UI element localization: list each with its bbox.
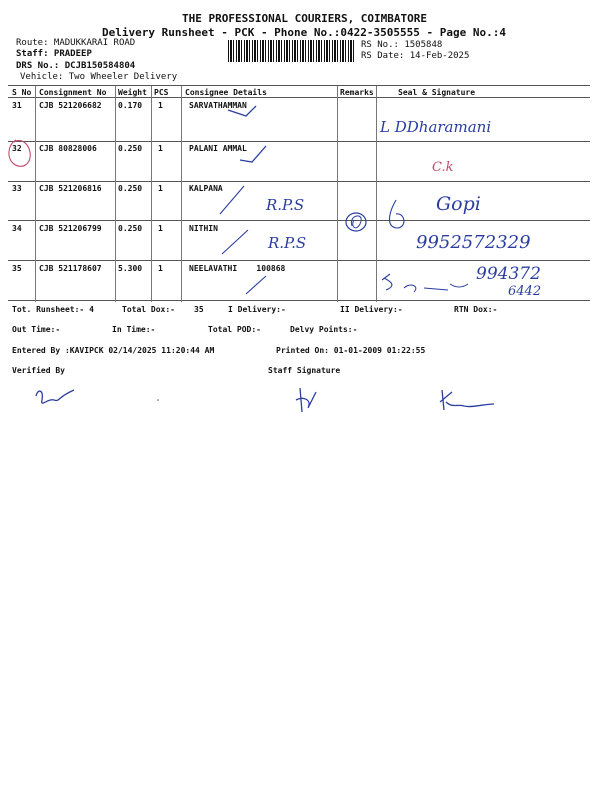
col-header-consignment: Consignment No: [39, 88, 107, 97]
col-header-sno: S No: [12, 88, 32, 97]
out-time-label: Out Time:-: [12, 325, 61, 334]
rs-date: RS Date: 14-Feb-2025: [361, 51, 470, 61]
verified-by-label: Verified By: [12, 366, 65, 375]
row-consignee: KALPANA: [189, 184, 223, 193]
tick-mark: [246, 276, 266, 294]
in-time-label: In Time:-: [112, 325, 156, 334]
row-weight: 5.300: [118, 264, 143, 273]
row-sno: 33: [12, 184, 22, 193]
verifier-signature: [36, 390, 74, 403]
handwritten-phone: 9952572329: [416, 232, 531, 253]
row-consignee: SARVATHAMMAN: [189, 101, 247, 110]
col-header-weight: Weight: [118, 88, 147, 97]
row-pcs: 1: [158, 184, 163, 193]
staff-signature: [296, 388, 316, 412]
col-header-remarks: Remarks: [340, 88, 374, 97]
route-label: Route: MADUKKARAI ROAD: [16, 38, 136, 48]
row-pcs: 1: [158, 224, 163, 233]
company-name: THE PROFESSIONAL COURIERS, COIMBATORE: [182, 12, 428, 25]
row-consignment-no: CJB 521206799: [39, 224, 102, 233]
row-weight: 0.250: [118, 144, 143, 153]
row-sno: 35: [12, 264, 22, 273]
red-circle-mark: [9, 140, 30, 166]
row-consignment-no: CJB 521206816: [39, 184, 102, 193]
rtn-dox-label: RTN Dox:-: [454, 305, 498, 314]
handwritten-signature: L DDharamani: [380, 118, 492, 136]
tick-mark: [222, 230, 248, 254]
printed-on: Printed On: 01-01-2009 01:22:55: [276, 346, 426, 355]
handwritten-remark: R.P.S: [268, 234, 307, 252]
row-pcs: 1: [158, 264, 163, 273]
seal-scribble: [390, 200, 404, 228]
row-weight: 0.250: [118, 224, 143, 233]
ii-delivery-label: II Delivery:-: [340, 305, 403, 314]
rs-number: RS No.: 1505848: [361, 40, 443, 50]
row-pcs: 1: [158, 101, 163, 110]
row-sno: 31: [12, 101, 22, 110]
total-pod-label: Total POD:-: [208, 325, 261, 334]
row-weight: 0.250: [118, 184, 143, 193]
row-consignee: PALANI AMMAL: [189, 144, 247, 153]
drs-number: DRS No.: DCJB150584804: [16, 61, 136, 71]
row-consignment-no: CJB 80828006: [39, 144, 97, 153]
col-header-signature: Seal & Signature: [398, 88, 476, 97]
i-delivery-label: I Delivery:-: [228, 305, 286, 314]
handwritten-phone: 6442: [508, 284, 542, 299]
handwritten-remark: R.P.S: [266, 196, 305, 214]
staff-label: Staff: PRADEEP: [16, 49, 92, 59]
total-dox-value: 35: [194, 305, 204, 314]
tick-mark: [220, 186, 244, 214]
supervisor-signature: [440, 390, 494, 410]
vehicle-label: Vehicle: Two Wheeler Delivery: [20, 72, 178, 82]
row-pcs: 1: [158, 144, 163, 153]
stray-dot: [157, 399, 159, 401]
tick-mark: [228, 106, 256, 116]
handwritten-signature: Gopi: [436, 193, 481, 215]
row-sno: 32: [12, 144, 22, 153]
total-dox-label: Total Dox:-: [122, 305, 175, 314]
col-header-pcs: PCS: [154, 88, 169, 97]
seal-scribble: [382, 274, 392, 290]
col-header-consignee: Consignee Details: [185, 88, 267, 97]
entered-by: Entered By :KAVIPCK 02/14/2025 11:20:44 AM: [12, 346, 215, 355]
staff-signature-label: Staff Signature: [268, 366, 341, 375]
row-consignment-no: CJB 521206682: [39, 101, 102, 110]
handwritten-phone: 994372: [476, 264, 541, 284]
handwritten-signature: C.k: [432, 160, 454, 175]
row-consignment-no: CJB 521178607: [39, 264, 102, 273]
delvy-points-label: Delvy Points:-: [290, 325, 358, 334]
row-sno: 34: [12, 224, 22, 233]
row-weight: 0.170: [118, 101, 143, 110]
row-consignee: NITHIN: [189, 224, 218, 233]
total-runsheet: Tot. Runsheet:- 4: [12, 305, 94, 314]
tick-mark: [240, 146, 266, 162]
runsheet-subtitle: Delivery Runsheet - PCK - Phone No.:0422-3505555 - Page No.:4: [102, 26, 506, 39]
row-consignee: NEELAVATHI 100868: [189, 264, 286, 273]
